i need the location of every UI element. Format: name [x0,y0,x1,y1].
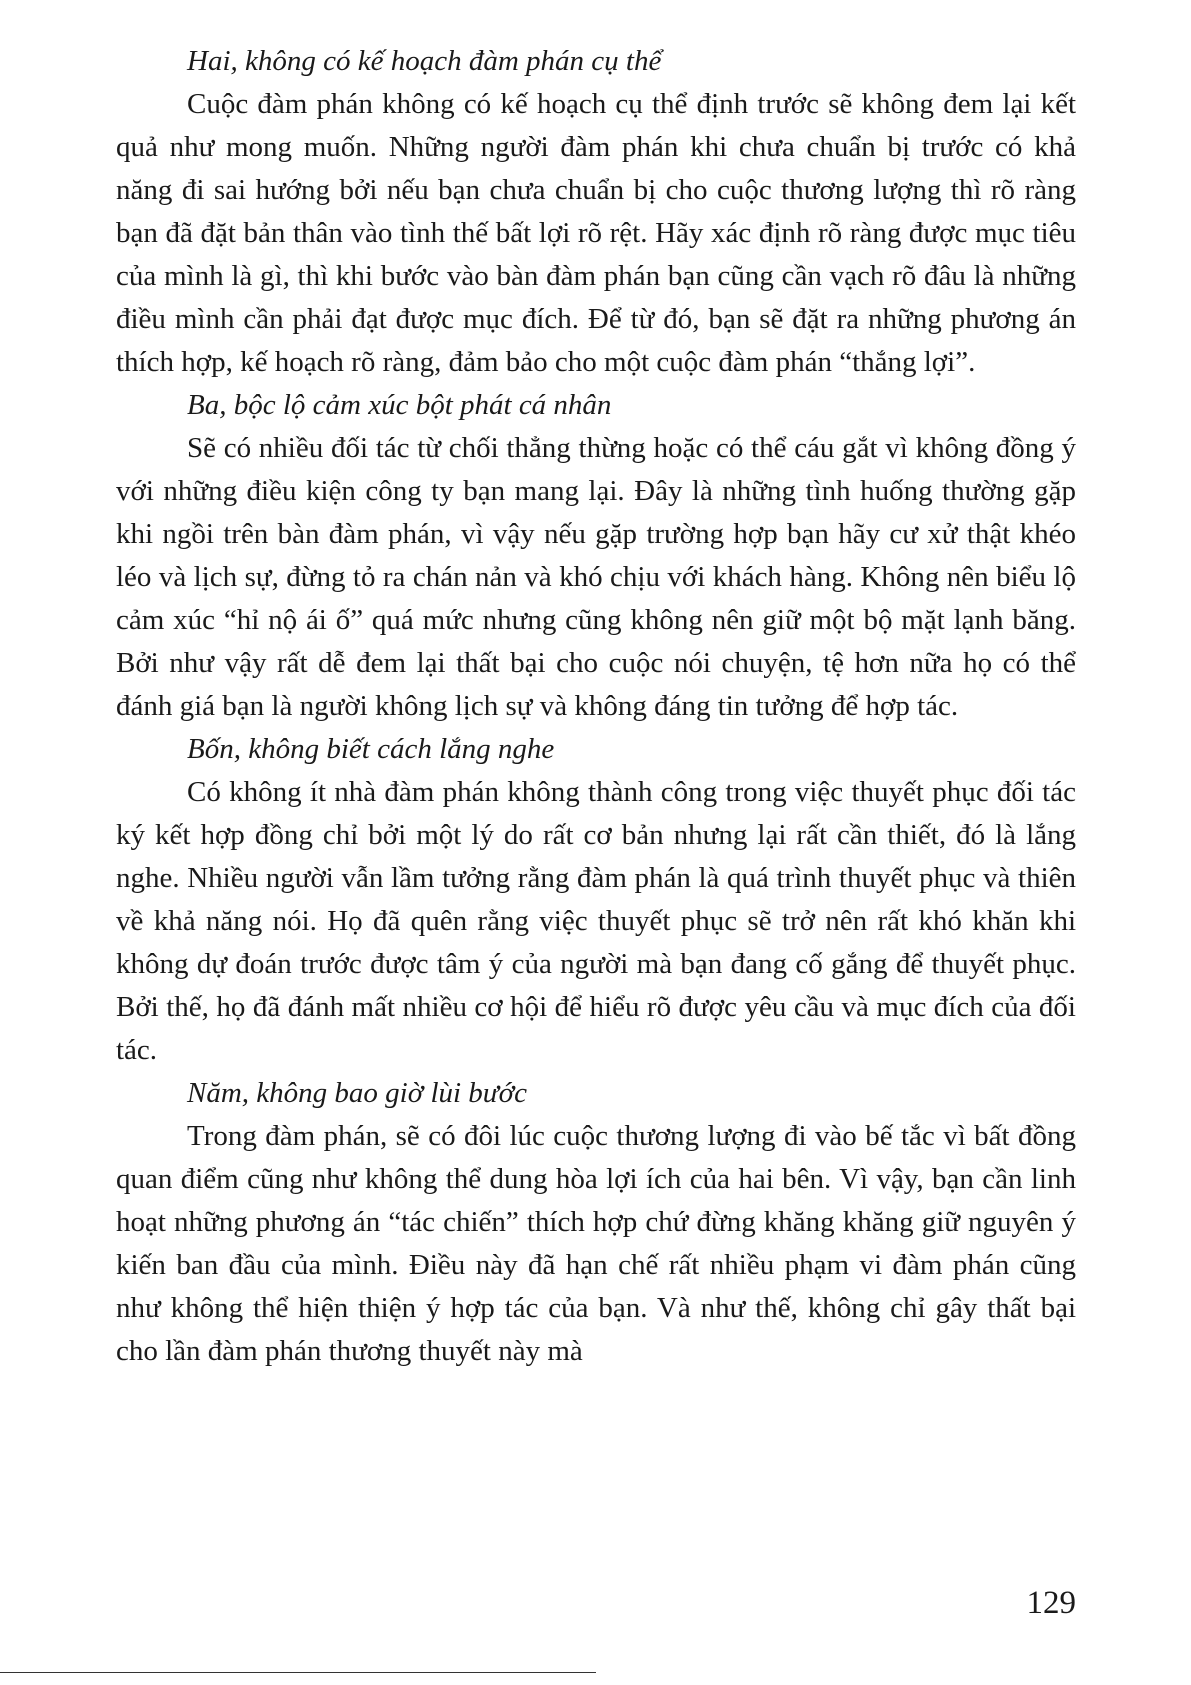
footer-rule [0,1672,596,1673]
section-paragraph: Có không ít nhà đàm phán không thành công trong việc thuyết phục đối tác ký kết hợp đồng chỉ bởi một lý do rất cơ bản nhưng lại rất cần thiết, đó là lắng nghe. Nhiều người vẫn lầm tưởng rằng đàm phán là quá trình thuyết phục và thiên về khả năng nói. Họ đã quên rằng việc thuyết phục sẽ trở nên rất khó khăn khi không dự đoán trước được tâm ý của người mà bạn đang cố gắng để thuyết phục. Bởi thế, họ đã đánh mất nhiều cơ hội để hiểu rõ được yêu cầu và mục đích của đối tác. [116,776,1076,1066]
section-5 [116,1072,1076,1373]
section-3 [116,384,1076,728]
section-heading: Bốn, không biết cách lắng nghe [187,733,555,765]
section-heading: Năm, không bao giờ lùi bước [187,1077,527,1109]
page-number: 129 [1026,1585,1076,1621]
page-content [116,40,1076,1373]
section-paragraph: Sẽ có nhiều đối tác từ chối thẳng thừng hoặc có thể cáu gắt vì không đồng ý với những điều kiện công ty bạn mang lại. Đây là những tình huống thường gặp khi ngồi trên bàn đàm phán, vì vậy nếu gặp trường hợp bạn hãy cư xử thật khéo léo và lịch sự, đừng tỏ ra chán nản và khó chịu với khách hàng. Không nên biểu lộ cảm xúc “hỉ nộ ái ố” quá mức nhưng cũng không nên giữ một bộ mặt lạnh băng. Bởi như vậy rất dễ đem lại thất bại cho cuộc nói chuyện, tệ hơn nữa họ có thể đánh giá bạn là người không lịch sự và không đáng tin tưởng để hợp tác. [116,432,1076,722]
section-4 [116,728,1076,1072]
section-heading: Hai, không có kế hoạch đàm phán cụ thể [187,45,662,77]
section-paragraph: Cuộc đàm phán không có kế hoạch cụ thể định trước sẽ không đem lại kết quả như mong muốn. Những người đàm phán khi chưa chuẩn bị trước có khả năng đi sai hướng bởi nếu bạn chưa chuẩn bị cho cuộc thương lượng thì rõ ràng bạn đã đặt bản thân vào tình thế bất lợi rõ rệt. Hãy xác định rõ ràng được mục tiêu của mình là gì, thì khi bước vào bàn đàm phán bạn cũng cần vạch rõ đâu là những điều mình cần phải đạt được mục đích. Để từ đó, bạn sẽ đặt ra những phương án thích hợp, kế hoạch rõ ràng, đảm bảo cho một cuộc đàm phán “thắng lợi”. [116,88,1076,378]
section-2 [116,40,1076,384]
section-heading: Ba, bộc lộ cảm xúc bột phát cá nhân [187,389,612,421]
section-paragraph: Trong đàm phán, sẽ có đôi lúc cuộc thương lượng đi vào bế tắc vì bất đồng quan điểm cũng như không thể dung hòa lợi ích của hai bên. Vì vậy, bạn cần linh hoạt những phương án “tác chiến” thích hợp chứ đừng khăng khăng giữ nguyên ý kiến ban đầu của mình. Điều này đã hạn chế rất nhiều phạm vi đàm phán cũng như không thể hiện thiện ý hợp tác của bạn. Và như thế, không chỉ gây thất bại cho lần đàm phán thương thuyết này mà [116,1120,1076,1367]
